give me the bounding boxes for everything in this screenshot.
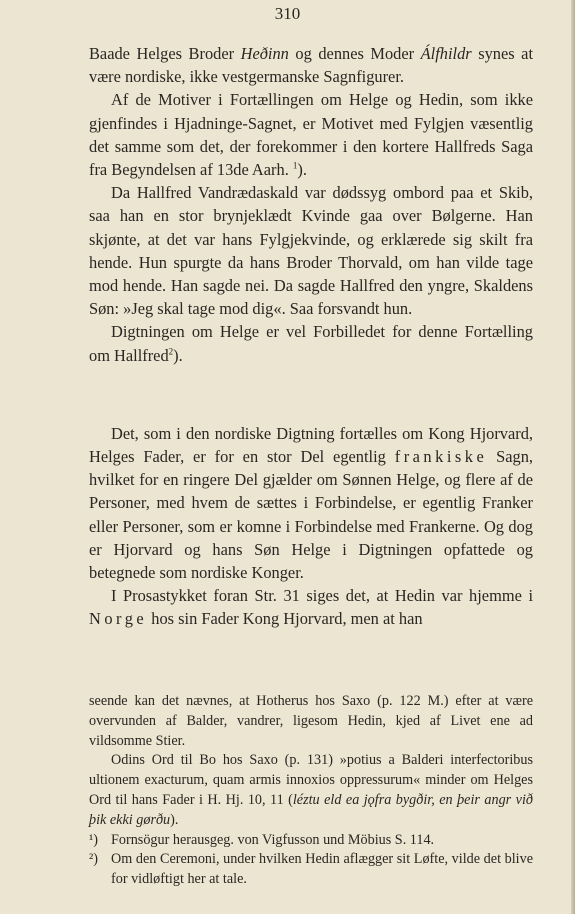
page-edge	[571, 0, 575, 914]
section-gap	[89, 367, 533, 422]
paragraph-5: Det, som i den nordiske Digtning fortælles om Kong Hjorvard, Helges Fader, er for en stor Del egentlig frankiske Sagn, hvilket for en ringere Del gjælder om Sønnen Helge, og flere af de Personer, med hvem de sættes i Forbindelse, er egentlig Franker eller Personer, som er komne i Forbindelse med Frankerne. Og dog er Hjorvard og hans Søn Helge i Digtningen opfattede og betegnede som nordiske Konger.	[89, 423, 533, 583]
footnotes	[89, 692, 533, 890]
paragraph-2: Af de Motiver i Fortællingen om Helge og Hedin, som ikke gjenfindes i Hjadninge-Sagnet, er Motivet med Fylgjen væsentlig det samme som det, der forekommer i den kortere Hallfreds Saga fra Begyndelsen af 13de Aarh. $^1$).	[89, 90, 533, 180]
footnote-2-mark: ²)	[89, 851, 98, 868]
paragraph-6: I Prosastykket foran Str. 31 siges det, at Hedin var hjemme i Norge hos sin Fader Kong Hjorvard, men at han	[89, 586, 533, 629]
footnote-2	[89, 850, 533, 890]
footnote-1-text: Fornsögur herausgeg. von Vigfusson und Möbius S. 114.	[111, 831, 435, 848]
footnote-continuation: seende kan det nævnes, at Hotherus hos Saxo (p. 122 M.) efter at være overvunden af Balder, vandrer, ligesom Hedin, kjed af Livet ene ad vildsomme Stier.	[89, 693, 533, 749]
footnote-2-text: Om den Ceremoni, under hvilken Hedin aflægger sit Løfte, vilde det blive for vidløftigt her at tale.	[111, 851, 533, 888]
page-number: 310	[274, 4, 301, 23]
footnote-odins-ord: Odins Ord til Bo hos Saxo (p. 131) »potius a Balderi interfectoribus ultionem exacturum, quam armis innoxios oppressurum« minder om Helges Ord til hans Fader i H. Hj. 10, 11 (léztu eld ea jǫfra bygðir, en þeir angr við þik ekki gørðu).	[89, 752, 533, 828]
spaced-word-norge: Norge	[89, 609, 148, 629]
footnote-1-mark: ¹)	[89, 831, 98, 848]
footnote-ref-1: 1	[292, 160, 298, 171]
name-hedinn: Heðinn	[240, 44, 289, 63]
paragraph-1: Baade Helges Broder Heðinn og dennes Moder Álfhildr synes at være nordiske, ikke vestgermanske Sagnfigurer.	[89, 44, 533, 87]
footnote-ref-2: 2	[168, 346, 174, 357]
spaced-word: frankiske	[394, 447, 488, 467]
main-text	[89, 42, 533, 631]
name-alfhildr: Álfhildr	[420, 44, 472, 63]
footnote-1	[89, 831, 533, 851]
old-norse-quote: léztu eld ea jǫfra bygðir, en þeir angr við þik ekki gørðu	[89, 791, 533, 828]
paragraph-4: Digtningen om Helge er vel Forbilledet for denne Fortælling om Hallfred$^2$).	[89, 322, 533, 365]
paragraph-3: Da Hallfred Vandrædaskald var dødssyg ombord paa et Skib, saa han en stor brynjeklædt Kvinde gaa over Bølgerne. Han skjønte, at det var hans Fylgjekvinde, og erklærede sig skilt fra hende. Hun spurgte da hans Broder Thorvald, om han vilde tage mod hende. Han sagde nei. Da sagde Hallfred den yngre, Skaldens Søn: »Jeg skal tage mod dig«. Saa forsvandt hun.	[89, 183, 533, 319]
